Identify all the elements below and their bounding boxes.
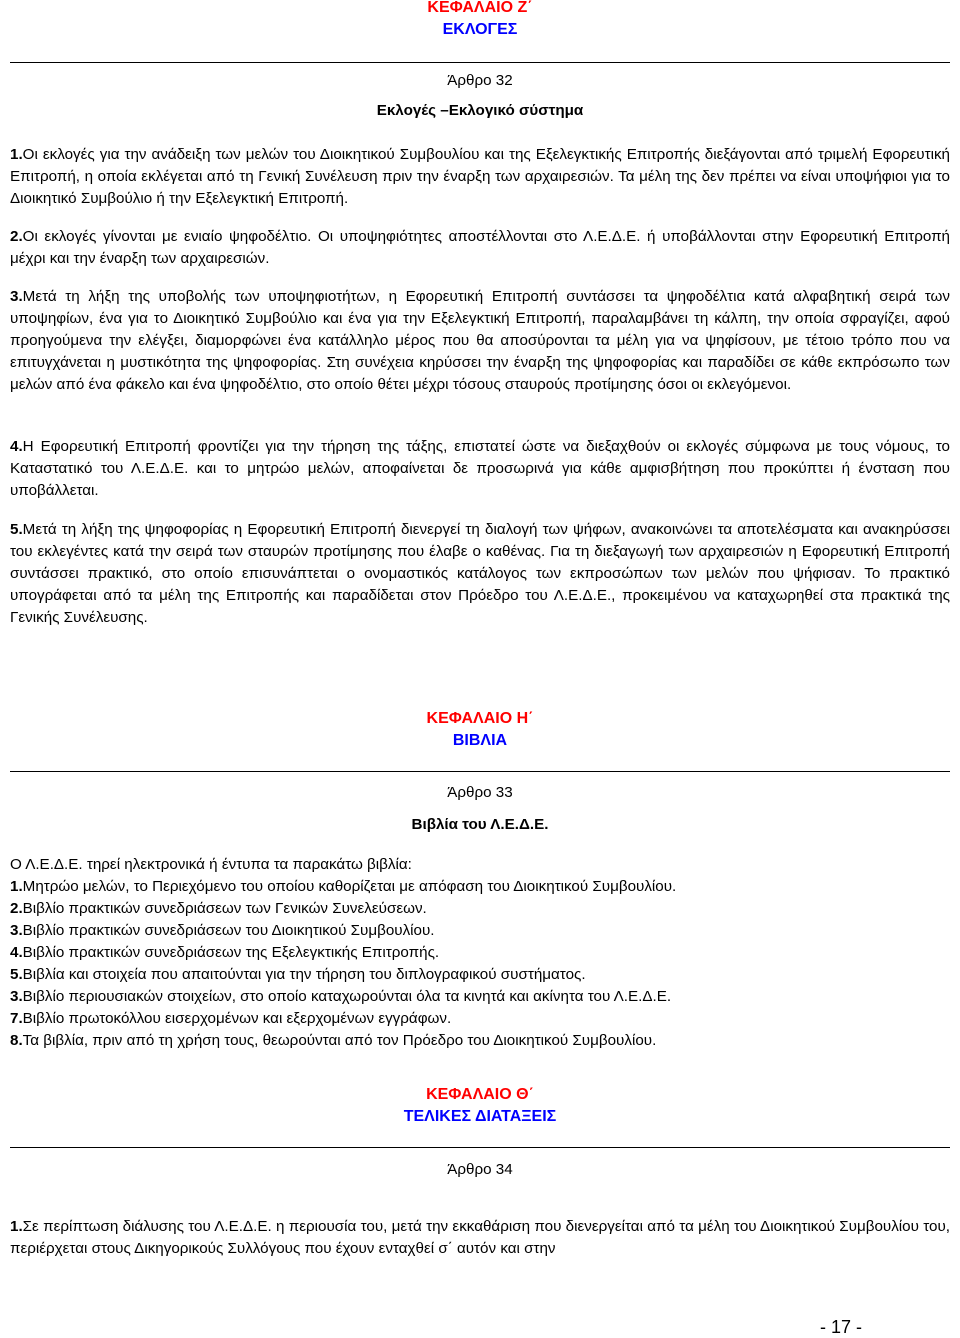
item-number: 3. [10, 922, 23, 939]
paragraph-number: 2. [10, 228, 23, 245]
article-32-paragraph-5 [10, 519, 950, 629]
article-32-subheading: Εκλογές –Εκλογικό σύστημα [376, 102, 584, 119]
paragraph-number: 5. [10, 521, 23, 538]
article-34-heading: Άρθρο 34 [447, 1161, 513, 1178]
divider-line [10, 771, 950, 772]
item-text: Βιβλίο πρακτικών συνεδριάσεων του Διοικητικού Συμβουλίου. [22, 922, 435, 939]
article-32-paragraph-1 [10, 144, 950, 210]
chapter-title: ΚΕΦΑΛΑΙΟ Ζ΄ [427, 0, 533, 16]
chapter-9-header [0, 1084, 960, 1128]
list-item [10, 898, 950, 920]
list-item [10, 920, 950, 942]
item-text: Βιβλία και στοιχεία που απαιτούνται για την τήρηση του διπλογραφικού συστήματος. [22, 966, 586, 983]
divider-line [10, 1147, 950, 1148]
divider-line [10, 62, 950, 63]
list-item [10, 964, 950, 986]
article-32-paragraph-4 [10, 436, 950, 502]
paragraph-text: Η Εφορευτική Επιτροπή φροντίζει για την τήρηση της τάξης, επιστατεί ώστε να διεξαχθούν οι εκλογές σύμφωνα με τους νόμους, το Καταστατικό του Λ.Ε.Δ.Ε. και το μητρώο μελών, αποφαίνεται δε προσωρινά για κάθε αμφισβήτηση που προκύπτει ή ένσταση που υποβάλλεται. [10, 438, 950, 499]
paragraph-number: 3. [10, 288, 23, 305]
paragraph-number: 1. [10, 1218, 23, 1235]
chapter-subtitle: ΕΚΛΟΓΕΣ [442, 21, 518, 38]
paragraph-number: 1. [10, 146, 23, 163]
item-number: 4. [10, 944, 23, 961]
article-33-intro: Ο Λ.Ε.Δ.Ε. τηρεί ηλεκτρονικά ή έντυπα τα παρακάτω βιβλία: [10, 856, 412, 873]
paragraph-number: 4. [10, 438, 23, 455]
page-number: - 17 - [820, 1317, 863, 1337]
article-33-heading: Άρθρο 33 [447, 784, 513, 801]
chapter-subtitle: ΒΙΒΛΙΑ [452, 732, 508, 749]
chapter-8-header [0, 708, 960, 752]
item-number: 7. [10, 1010, 23, 1027]
item-text: Βιβλίο πρωτοκόλλου εισερχομένων και εξερχομένων εγγράφων. [22, 1010, 452, 1027]
item-text: Μητρώο μελών, το Περιεχόμενο του οποίου καθορίζεται με απόφαση του Διοικητικού Συμβουλίου. [22, 878, 677, 895]
item-number: 3. [10, 988, 23, 1005]
paragraph-text: Οι εκλογές γίνονται με ενιαίο ψηφοδέλτιο. Οι υποψηφιότητες αποστέλλονται στο Λ.Ε.Δ.Ε. ή υποβάλλονται στην Εφορευτική Επιτροπή μέχρι και την έναρξη των αρχαιρεσιών. [10, 228, 950, 267]
article-32-heading: Άρθρο 32 [447, 72, 513, 89]
article-34-paragraph-1 [10, 1216, 950, 1260]
item-text: Βιβλίο πρακτικών συνεδριάσεων της Εξελεγκτικής Επιτροπής. [22, 944, 440, 961]
list-item [10, 1008, 950, 1030]
paragraph-text: Μετά τη λήξη της ψηφοφορίας η Εφορευτική Επιτροπή διενεργεί τη διαλογή των ψήφων, ανακοινώνει τα αποτελέσματα και ανακηρύσσει του εκλεγέντες κατά την σειρά των σταυρών προτίμησης που έλαβε ο καθένας. Για τη διεξαγωγή των αρχαιρεσιών η Εφορευτική Επιτροπή συντάσσει πρακτικό, στο οποίο επισυνάπτεται ο ονομαστικός κατάλογος των εκπροσώπων των μελών που ψήφισαν. Το πρακτικό υπογράφεται από τα μέλη της Επιτροπής και παραδίδεται στον Πρόεδρο του Λ.Ε.Δ.Ε., προκειμένου να καταχωρηθεί στα πρακτικά της Γενικής Συνέλευσης. [10, 521, 950, 626]
article-32-paragraph-2 [10, 226, 950, 270]
list-item [10, 942, 950, 964]
item-text: Τα βιβλία, πριν από τη χρήση τους, θεωρούνται από τον Πρόεδρο του Διοικητικού Συμβουλίου. [22, 1032, 657, 1049]
article-33-subheading: Βιβλία του Λ.Ε.Δ.Ε. [411, 816, 549, 833]
list-item [10, 986, 950, 1008]
paragraph-text: Οι εκλογές για την ανάδειξη των μελών του Διοικητικού Συμβουλίου και της Εξελεγκτικής Επιτροπής διεξάγονται από τριμελή Εφορευτική Επιτροπή, η οποία εκλέγεται από τη Γενική Συνέλευση πριν την έναρξη των αρχαιρεσιών. Τα μέλη της δεν πρέπει να είναι υποψήφιοι για το Διοικητικό Συμβούλιο ή την Εξελεγκτική Επιτροπή. [10, 146, 950, 207]
paragraph-text: Σε περίπτωση διάλυσης του Λ.Ε.Δ.Ε. η περιουσία του, μετά την εκκαθάριση που διενεργείται από τα μέλη του Διοικητικού Συμβουλίου του, περιέρχεται στους Δικηγορικούς Συλλόγους που έχουν ενταχθεί σ΄ αυτόν και στην [10, 1218, 950, 1257]
chapter-title: ΚΕΦΑΛΑΙΟ Η΄ [426, 710, 534, 727]
list-item [10, 876, 950, 898]
list-item [10, 1030, 950, 1052]
item-number: 2. [10, 900, 23, 917]
item-number: 8. [10, 1032, 23, 1049]
item-number: 1. [10, 878, 23, 895]
chapter-title: ΚΕΦΑΛΑΙΟ Θ΄ [426, 1086, 534, 1103]
item-number: 5. [10, 966, 23, 983]
chapter-subtitle: ΤΕΛΙΚΕΣ ΔΙΑΤΑΞΕΙΣ [403, 1108, 557, 1125]
paragraph-text: Μετά τη λήξη της υποβολής των υποψηφιοτήτων, η Εφορευτική Επιτροπή συντάσσει τα ψηφοδέλτια κατά αλφαβητική σειρά των υποψηφίων, ένα για το Διοικητικό Συμβούλιο και ένα για την Εξελεγκτική Επιτροπή, παραλαμβάνει τη κάλπη, την οποία σφραγίζει, αφού προηγούμενα την ελέγξει, διαμορφώνει ένα κατάλληλο μέρος που θα αποσύρονται τα μέλη για να ψηφίσουν, με τέτοιο τρόπο που να επιτυγχάνεται η μυστικότητα της ψηφοφορίας. Στη συνέχεια κηρύσσει την έναρξη της ψηφοφορίας και παραδίδει σε κάθε εκπρόσωπο των μελών από ένα φάκελο και ένα ψηφοδέλτιο, στο οποίο θέτει μέχρι τόσους σταυρούς προτίμησης όσοι οι εκλεγόμενοι. [10, 288, 950, 393]
item-text: Βιβλίο περιουσιακών στοιχείων, στο οποίο καταχωρούνται όλα τα κινητά και ακίνητα του Λ.Ε.Δ.Ε. [22, 988, 672, 1005]
chapter-7-header [0, 0, 960, 41]
article-32-paragraph-3 [10, 286, 950, 396]
item-text: Βιβλίο πρακτικών συνεδριάσεων των Γενικών Συνελεύσεων. [22, 900, 427, 917]
